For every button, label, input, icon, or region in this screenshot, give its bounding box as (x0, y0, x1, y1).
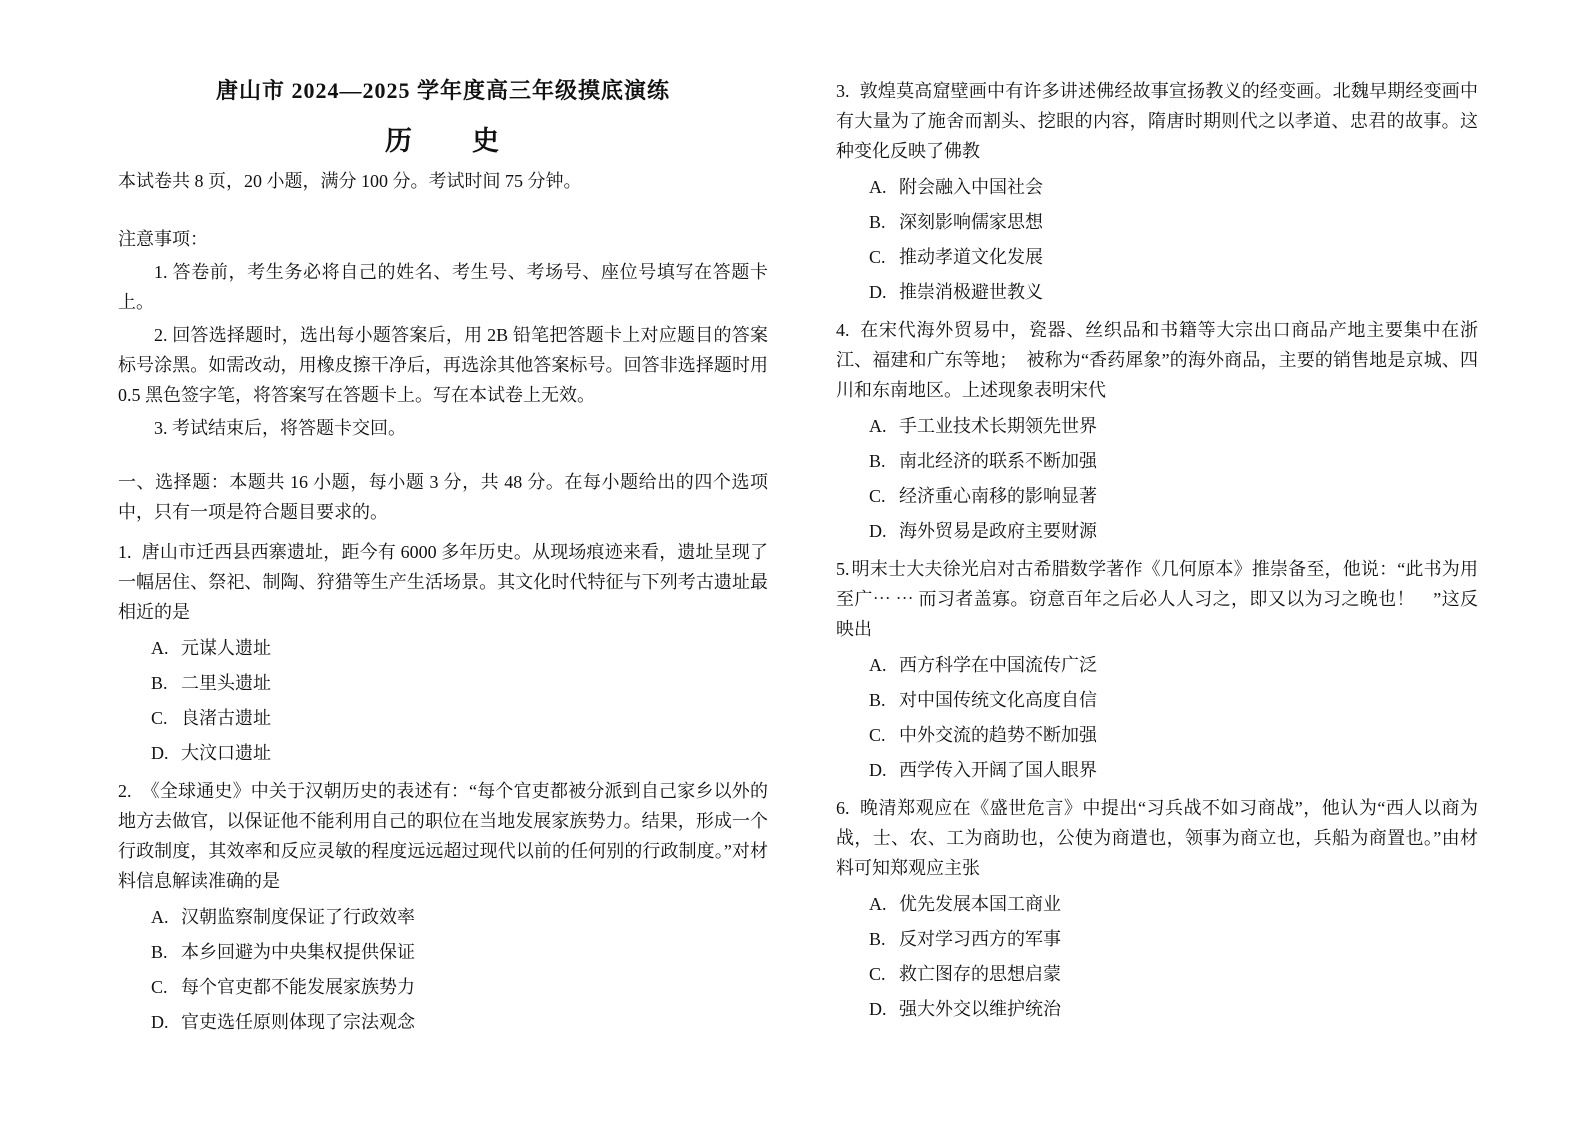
question-number: 5. (836, 559, 850, 579)
question-2 (118, 776, 768, 1037)
question-number: 1. (118, 542, 132, 562)
options-list (836, 889, 1478, 1024)
question-stem (836, 554, 1478, 644)
option-letter: C. (151, 977, 168, 997)
question-text: 明末士大夫徐光启对古希腊数学著作《几何原本》推崇备至，他说：“此书为用至广⋯ ⋯ 而习者盖寡。窃意百年之后必人人习之，即又以为习之晚也！ ”这反映出 (836, 559, 1478, 639)
option-letter: C. (869, 486, 886, 506)
option-text: 西方科学在中国流传广泛 (899, 655, 1097, 675)
option-text: 经济重心南移的影响显著 (899, 486, 1097, 506)
question-stem (118, 776, 768, 896)
question-4 (836, 315, 1478, 546)
option-text: 海外贸易是政府主要财源 (899, 521, 1097, 541)
option-letter: D. (869, 282, 887, 302)
question-number: 6. (836, 798, 850, 818)
option-row (836, 207, 1478, 237)
option-row (836, 889, 1478, 919)
option-row (836, 924, 1478, 954)
question-number: 2. (118, 781, 132, 801)
option-text: 强大外交以维护统治 (899, 999, 1061, 1019)
option-row (836, 755, 1478, 785)
option-letter: D. (869, 760, 887, 780)
question-text: 敦煌莫高窟壁画中有许多讲述佛经故事宣扬教义的经变画。北魏早期经变画中有大量为了施舍而割头、挖眼的内容，隋唐时期则代之以孝道、忠君的故事。这种变化反映了佛教 (836, 81, 1478, 161)
option-text: 推崇消极避世教义 (899, 282, 1043, 302)
option-row (836, 411, 1478, 441)
option-row (118, 738, 768, 768)
option-letter: A. (869, 894, 887, 914)
option-row (836, 481, 1478, 511)
option-letter: A. (151, 638, 169, 658)
option-letter: C. (869, 247, 886, 267)
option-text: 元谋人遗址 (181, 638, 271, 658)
option-letter: A. (151, 907, 169, 927)
option-row (836, 650, 1478, 680)
question-text: 晚清郑观应在《盛世危言》中提出“习兵战不如习商战”，他认为“西人以商为战，士、农、工为商助也，公使为商遣也，领事为商立也，兵船为商置也。”由材料可知郑观应主张 (836, 798, 1478, 878)
option-letter: C. (151, 708, 168, 728)
question-text: 唐山市迁西县西寨遗址，距今有 6000 多年历史。从现场痕迹来看，遗址呈现了一幅居住、祭祀、制陶、狩猎等生产生活场景。其文化时代特征与下列考古遗址最相近的是 (118, 542, 768, 622)
option-text: 二里头遗址 (181, 673, 271, 693)
option-text: 官吏选任原则体现了宗法观念 (181, 1012, 415, 1032)
question-5 (836, 554, 1478, 785)
option-row (836, 959, 1478, 989)
option-letter: D. (151, 743, 169, 763)
option-row (118, 937, 768, 967)
options-list (118, 633, 768, 768)
option-letter: B. (869, 929, 886, 949)
option-row (118, 902, 768, 932)
option-row (836, 446, 1478, 476)
question-stem (118, 537, 768, 627)
subject-title: 历 史 (385, 126, 501, 156)
option-text: 大汶口遗址 (181, 743, 271, 763)
option-row (836, 994, 1478, 1024)
option-text: 反对学习西方的军事 (899, 929, 1061, 949)
option-row (118, 703, 768, 733)
option-letter: D. (869, 999, 887, 1019)
option-row (118, 633, 768, 663)
options-list (836, 650, 1478, 785)
option-letter: B. (869, 451, 886, 471)
option-text: 汉朝监察制度保证了行政效率 (181, 907, 415, 927)
page-title: 唐山市 2024—2025 学年度高三年级摸底演练 (215, 78, 670, 103)
option-text: 深刻影响儒家思想 (899, 212, 1043, 232)
option-letter: A. (869, 416, 887, 436)
option-letter: A. (869, 177, 887, 197)
notice-item: 3. 考试结束后，将答题卡交回。 (154, 418, 406, 438)
option-text: 手工业技术长期领先世界 (899, 416, 1097, 436)
option-row (118, 668, 768, 698)
option-text: 本乡回避为中央集权提供保证 (181, 942, 415, 962)
option-letter: B. (869, 690, 886, 710)
notice-item: 2. 回答选择题时，选出每小题答案后，用 2B 铅笔把答题卡上对应题目的答案标号涂黑。如需改动，用橡皮擦干净后，再选涂其他答案标号。回答非选择题时用 0.5 黑色签字笔，将答案写在答题卡上。写在本试卷上无效。 (118, 325, 768, 405)
question-stem (836, 315, 1478, 405)
option-text: 优先发展本国工商业 (899, 894, 1061, 914)
option-row (836, 720, 1478, 750)
option-text: 西学传入开阔了国人眼界 (899, 760, 1097, 780)
option-letter: D. (869, 521, 887, 541)
paper-info: 本试卷共 8 页，20 小题，满分 100 分。考试时间 75 分钟。 (118, 171, 582, 191)
option-row (836, 172, 1478, 202)
right-column (836, 76, 1478, 1032)
notice-item: 1. 答卷前，考生务必将自己的姓名、考生号、考场号、座位号填写在答题卡上。 (118, 262, 768, 312)
question-text: 在宋代海外贸易中，瓷器、丝织品和书籍等大宗出口商品产地主要集中在浙江、福建和广东等地； 被称为“香药犀象”的海外商品，主要的销售地是京城、四川和东南地区。上述现象表明宋代 (836, 320, 1478, 400)
option-text: 对中国传统文化高度自信 (899, 690, 1097, 710)
question-3 (836, 76, 1478, 307)
question-text: 《全球通史》中关于汉朝历史的表述有：“每个官吏都被分派到自己家乡以外的地方去做官，以保证他不能利用自己的职位在当地发展家族势力。结果，形成一个行政制度，其效率和反应灵敏的程度远远超过现代以前的任何别的行政制度。”对材料信息解读准确的是 (118, 781, 768, 891)
option-letter: D. (151, 1012, 169, 1032)
option-text: 南北经济的联系不断加强 (899, 451, 1097, 471)
option-letter: A. (869, 655, 887, 675)
option-letter: B. (151, 673, 168, 693)
option-text: 良渚古遗址 (181, 708, 271, 728)
option-row (118, 972, 768, 1002)
option-text: 每个官吏都不能发展家族势力 (181, 977, 415, 997)
option-letter: C. (869, 964, 886, 984)
question-number: 3. (836, 81, 850, 101)
option-row (836, 242, 1478, 272)
options-list (118, 902, 768, 1037)
option-letter: B. (869, 212, 886, 232)
section-heading: 一、选择题：本题共 16 小题，每小题 3 分，共 48 分。在每小题给出的四个选项中，只有一项是符合题目要求的。 (118, 472, 768, 522)
options-list (836, 411, 1478, 546)
question-1 (118, 537, 768, 768)
option-text: 推动孝道文化发展 (899, 247, 1043, 267)
option-letter: B. (151, 942, 168, 962)
left-column (118, 76, 768, 1045)
option-text: 附会融入中国社会 (899, 177, 1043, 197)
question-stem (836, 793, 1478, 883)
option-row (836, 685, 1478, 715)
option-text: 中外交流的趋势不断加强 (899, 725, 1097, 745)
question-6 (836, 793, 1478, 1024)
option-row (836, 277, 1478, 307)
option-row (118, 1007, 768, 1037)
option-letter: C. (869, 725, 886, 745)
option-row (836, 516, 1478, 546)
option-text: 救亡图存的思想启蒙 (899, 964, 1061, 984)
notice-heading: 注意事项： (118, 229, 208, 249)
options-list (836, 172, 1478, 307)
question-stem (836, 76, 1478, 166)
question-number: 4. (836, 320, 850, 340)
